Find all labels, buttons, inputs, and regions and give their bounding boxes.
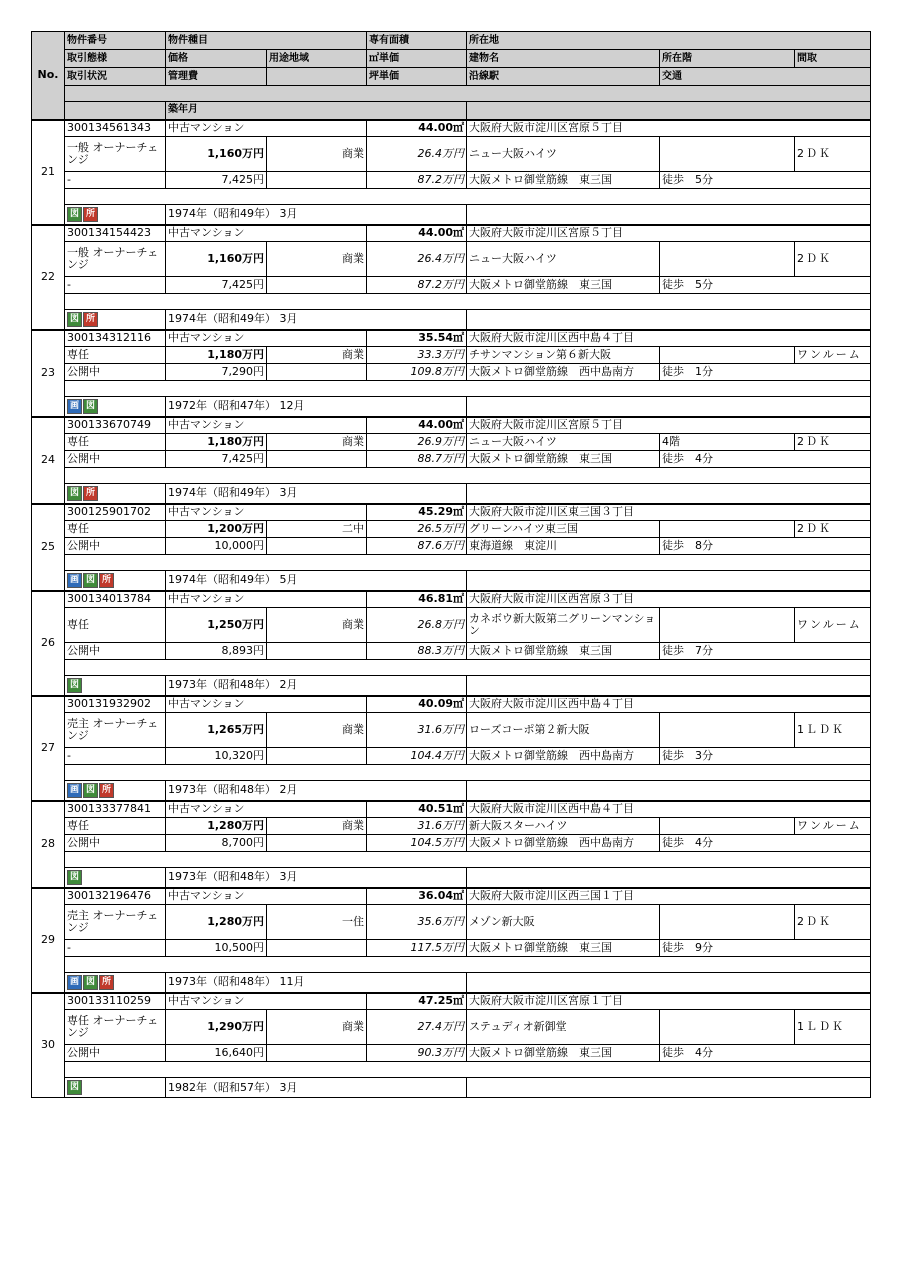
empty-cell: [267, 451, 367, 468]
blank-row: [65, 660, 871, 676]
built-date: 1972年（昭和47年） 12月: [166, 397, 467, 417]
attachment-icon[interactable]: 図: [67, 486, 82, 501]
walk-time: 徒歩 8分: [660, 538, 871, 555]
attachment-icon[interactable]: 画: [67, 399, 82, 414]
empty-cell: [267, 172, 367, 189]
zoning: 一住: [267, 905, 367, 940]
listing-number: 30: [32, 993, 65, 1098]
room-layout: 1ＬＤＫ: [795, 713, 871, 748]
property-type: 中古マンション: [166, 417, 367, 434]
empty-cell: [267, 748, 367, 765]
room-layout: 2ＤＫ: [795, 137, 871, 172]
floor-area: 36.04㎡: [367, 888, 467, 905]
property-type: 中古マンション: [166, 993, 367, 1010]
price-per-m2: 26.5万円: [367, 521, 467, 538]
transaction-mode: 専任 オーナーチェンジ: [65, 1010, 166, 1045]
floor-area: 45.29㎡: [367, 504, 467, 521]
built-date: 1973年（昭和48年） 11月: [166, 973, 467, 993]
walk-time: 徒歩 7分: [660, 643, 871, 660]
floor-area: 44.00㎡: [367, 417, 467, 434]
attachment-icon[interactable]: 画: [67, 783, 82, 798]
property-id[interactable]: 300133110259: [65, 993, 166, 1010]
attachment-icon[interactable]: 所: [83, 486, 98, 501]
empty-cell: [467, 397, 871, 417]
property-type: 中古マンション: [166, 330, 367, 347]
listing-number: 27: [32, 696, 65, 801]
zoning: 商業: [267, 242, 367, 277]
price: 1,180万円: [166, 347, 267, 364]
address: 大阪府大阪市淀川区宮原５丁目: [467, 417, 871, 434]
header-no: No.: [32, 32, 65, 120]
transaction-mode: 専任: [65, 521, 166, 538]
header-floor: 所在階: [660, 50, 795, 68]
walk-time: 徒歩 4分: [660, 1045, 871, 1062]
property-id[interactable]: 300134013784: [65, 591, 166, 608]
floor: [660, 608, 795, 643]
attachment-icons: [65, 676, 166, 696]
header-area: 専有面積: [367, 32, 467, 50]
address: 大阪府大阪市淀川区東三国３丁目: [467, 504, 871, 521]
header-address: 所在地: [467, 32, 871, 50]
train-line: 大阪メトロ御堂筋線 西中島南方: [467, 835, 660, 852]
blank-row: [65, 1062, 871, 1078]
attachment-icon[interactable]: 所: [83, 312, 98, 327]
attachment-icon[interactable]: 図: [83, 399, 98, 414]
price: 1,250万円: [166, 608, 267, 643]
floor: [660, 905, 795, 940]
empty-cell: [467, 973, 871, 993]
listing-status: 公開中: [65, 835, 166, 852]
empty-cell: [267, 940, 367, 957]
room-layout: ワンルーム: [795, 347, 871, 364]
train-line: 大阪メトロ御堂筋線 西中島南方: [467, 748, 660, 765]
price-per-m2: 26.4万円: [367, 242, 467, 277]
attachment-icons: [65, 1078, 166, 1098]
property-id[interactable]: 300133670749: [65, 417, 166, 434]
empty-cell: [267, 364, 367, 381]
blank-row: [65, 765, 871, 781]
listing-number: 21: [32, 120, 65, 225]
header-price: 価格: [166, 50, 267, 68]
train-line: 大阪メトロ御堂筋線 東三国: [467, 172, 660, 189]
price: 1,160万円: [166, 242, 267, 277]
address: 大阪府大阪市淀川区西三国１丁目: [467, 888, 871, 905]
transaction-mode: 一般 オーナーチェンジ: [65, 137, 166, 172]
walk-time: 徒歩 4分: [660, 451, 871, 468]
built-date: 1974年（昭和49年） 3月: [166, 205, 467, 225]
transaction-mode: 専任: [65, 347, 166, 364]
walk-time: 徒歩 1分: [660, 364, 871, 381]
floor-area: 44.00㎡: [367, 225, 467, 242]
listing-status: -: [65, 940, 166, 957]
train-line: 大阪メトロ御堂筋線 西中島南方: [467, 364, 660, 381]
table-header: [32, 32, 871, 120]
header-id: 物件番号: [65, 32, 166, 50]
address: 大阪府大阪市淀川区宮原５丁目: [467, 120, 871, 137]
attachment-icons: [65, 397, 166, 417]
listing-number: 25: [32, 504, 65, 591]
property-id[interactable]: 300134561343: [65, 120, 166, 137]
building-name: ステュディオ新御堂: [467, 1010, 660, 1045]
header-type: 物件種目: [166, 32, 367, 50]
attachment-icons: [65, 973, 166, 993]
blank-row: [65, 555, 871, 571]
walk-time: 徒歩 4分: [660, 835, 871, 852]
listing-number: 29: [32, 888, 65, 993]
train-line: 東海道線 東淀川: [467, 538, 660, 555]
attachment-icon[interactable]: 図: [83, 783, 98, 798]
management-fee: 16,640円: [166, 1045, 267, 1062]
listing-number: 24: [32, 417, 65, 504]
empty-cell: [467, 310, 871, 330]
price: 1,160万円: [166, 137, 267, 172]
empty-cell: [267, 643, 367, 660]
header-fee: 管理費: [166, 68, 267, 86]
listing-status: 公開中: [65, 364, 166, 381]
room-layout: 2ＤＫ: [795, 434, 871, 451]
floor: 4階: [660, 434, 795, 451]
zoning: 商業: [267, 713, 367, 748]
attachment-icons: [65, 868, 166, 888]
attachment-icons: [65, 571, 166, 591]
empty-cell: [467, 484, 871, 504]
building-name: カネボウ新大阪第二グリーンマンション: [467, 608, 660, 643]
transaction-mode: 専任: [65, 608, 166, 643]
price-per-tsubo: 87.6万円: [367, 538, 467, 555]
price-per-m2: 31.6万円: [367, 713, 467, 748]
attachment-icon[interactable]: 所: [83, 207, 98, 222]
property-listing-table: [31, 31, 871, 1098]
listing-status: -: [65, 172, 166, 189]
walk-time: 徒歩 5分: [660, 172, 871, 189]
transaction-mode: 売主 オーナーチェンジ: [65, 905, 166, 940]
empty-cell: [267, 538, 367, 555]
address: 大阪府大阪市淀川区宮原１丁目: [467, 993, 871, 1010]
price-per-tsubo: 87.2万円: [367, 277, 467, 294]
built-date: 1974年（昭和49年） 5月: [166, 571, 467, 591]
zoning: 商業: [267, 347, 367, 364]
property-id[interactable]: 300133377841: [65, 801, 166, 818]
price: 1,280万円: [166, 818, 267, 835]
empty-cell: [467, 1078, 871, 1098]
header-zone: 用途地域: [267, 50, 367, 68]
header-unit-tsubo: 坪単価: [367, 68, 467, 86]
attachment-icon[interactable]: 画: [67, 975, 82, 990]
built-date: 1974年（昭和49年） 3月: [166, 484, 467, 504]
floor-area: 47.25㎡: [367, 993, 467, 1010]
zoning: 商業: [267, 1010, 367, 1045]
property-id[interactable]: 300125901702: [65, 504, 166, 521]
floor-area: 40.51㎡: [367, 801, 467, 818]
train-line: 大阪メトロ御堂筋線 東三国: [467, 940, 660, 957]
price-per-tsubo: 90.3万円: [367, 1045, 467, 1062]
listing-number: 26: [32, 591, 65, 696]
room-layout: 2ＤＫ: [795, 242, 871, 277]
property-type: 中古マンション: [166, 225, 367, 242]
property-type: 中古マンション: [166, 591, 367, 608]
management-fee: 8,700円: [166, 835, 267, 852]
property-id[interactable]: 300131932902: [65, 696, 166, 713]
property-type: 中古マンション: [166, 120, 367, 137]
blank-row: [65, 294, 871, 310]
listing-status: 公開中: [65, 1045, 166, 1062]
building-name: ニュー大阪ハイツ: [467, 434, 660, 451]
building-name: グリーンハイツ東三国: [467, 521, 660, 538]
price-per-tsubo: 88.7万円: [367, 451, 467, 468]
blank-row: [65, 189, 871, 205]
header-access: 交通: [660, 68, 871, 86]
price: 1,200万円: [166, 521, 267, 538]
price-per-m2: 33.3万円: [367, 347, 467, 364]
property-type: 中古マンション: [166, 801, 367, 818]
blank-row: [65, 468, 871, 484]
listing-status: -: [65, 748, 166, 765]
room-layout: 1ＬＤＫ: [795, 1010, 871, 1045]
zoning: 商業: [267, 434, 367, 451]
blank-row: [65, 852, 871, 868]
transaction-mode: 専任: [65, 434, 166, 451]
header-blank: [267, 68, 367, 86]
address: 大阪府大阪市淀川区西中島４丁目: [467, 696, 871, 713]
train-line: 大阪メトロ御堂筋線 東三国: [467, 1045, 660, 1062]
floor-area: 35.54㎡: [367, 330, 467, 347]
empty-cell: [267, 835, 367, 852]
floor-area: 46.81㎡: [367, 591, 467, 608]
management-fee: 7,425円: [166, 172, 267, 189]
attachment-icons: [65, 484, 166, 504]
attachment-icon[interactable]: 図: [67, 678, 82, 693]
price-per-m2: 26.8万円: [367, 608, 467, 643]
empty-cell: [267, 1045, 367, 1062]
building-name: ニュー大阪ハイツ: [467, 242, 660, 277]
listing-number: 23: [32, 330, 65, 417]
floor: [660, 1010, 795, 1045]
transaction-mode: 専任: [65, 818, 166, 835]
listing-status: -: [65, 277, 166, 294]
header-line: 沿線駅: [467, 68, 660, 86]
floor: [660, 347, 795, 364]
building-name: ローズコーポ第２新大阪: [467, 713, 660, 748]
built-date: 1973年（昭和48年） 3月: [166, 868, 467, 888]
transaction-mode: 売主 オーナーチェンジ: [65, 713, 166, 748]
management-fee: 7,425円: [166, 451, 267, 468]
attachment-icon[interactable]: 所: [99, 783, 114, 798]
listing-number: 28: [32, 801, 65, 888]
floor: [660, 137, 795, 172]
zoning: 商業: [267, 608, 367, 643]
property-type: 中古マンション: [166, 888, 367, 905]
header-unit-m2: ㎡単価: [367, 50, 467, 68]
built-date: 1973年（昭和48年） 2月: [166, 676, 467, 696]
price-per-tsubo: 87.2万円: [367, 172, 467, 189]
header-blank: [65, 102, 166, 120]
property-type: 中古マンション: [166, 696, 367, 713]
train-line: 大阪メトロ御堂筋線 東三国: [467, 643, 660, 660]
property-id[interactable]: 300134154423: [65, 225, 166, 242]
address: 大阪府大阪市淀川区西中島４丁目: [467, 330, 871, 347]
header-built: 築年月: [166, 102, 467, 120]
train-line: 大阪メトロ御堂筋線 東三国: [467, 277, 660, 294]
empty-cell: [467, 676, 871, 696]
building-name: チサンマンション第６新大阪: [467, 347, 660, 364]
management-fee: 7,425円: [166, 277, 267, 294]
attachment-icon[interactable]: 所: [99, 975, 114, 990]
property-id[interactable]: 300132196476: [65, 888, 166, 905]
attachment-icon[interactable]: 図: [67, 207, 82, 222]
room-layout: 2ＤＫ: [795, 905, 871, 940]
header-building: 建物名: [467, 50, 660, 68]
floor: [660, 242, 795, 277]
empty-cell: [267, 277, 367, 294]
table-body: [32, 120, 871, 1098]
attachment-icon[interactable]: 図: [83, 975, 98, 990]
listing-status: 公開中: [65, 643, 166, 660]
management-fee: 10,320円: [166, 748, 267, 765]
building-name: メゾン新大阪: [467, 905, 660, 940]
price-per-m2: 26.4万円: [367, 137, 467, 172]
transaction-mode: 一般 オーナーチェンジ: [65, 242, 166, 277]
price-per-tsubo: 117.5万円: [367, 940, 467, 957]
zoning: 商業: [267, 137, 367, 172]
room-layout: ワンルーム: [795, 608, 871, 643]
attachment-icons: [65, 310, 166, 330]
attachment-icon[interactable]: 図: [83, 573, 98, 588]
attachment-icon[interactable]: 所: [99, 573, 114, 588]
price: 1,180万円: [166, 434, 267, 451]
walk-time: 徒歩 5分: [660, 277, 871, 294]
floor: [660, 521, 795, 538]
price-per-m2: 27.4万円: [367, 1010, 467, 1045]
attachment-icon[interactable]: 図: [67, 870, 82, 885]
blank-row: [65, 957, 871, 973]
price-per-tsubo: 104.4万円: [367, 748, 467, 765]
header-status: 取引状況: [65, 68, 166, 86]
walk-time: 徒歩 3分: [660, 748, 871, 765]
empty-cell: [467, 868, 871, 888]
building-name: ニュー大阪ハイツ: [467, 137, 660, 172]
price-per-m2: 31.6万円: [367, 818, 467, 835]
management-fee: 7,290円: [166, 364, 267, 381]
price-per-m2: 35.6万円: [367, 905, 467, 940]
price: 1,280万円: [166, 905, 267, 940]
price-per-tsubo: 104.5万円: [367, 835, 467, 852]
built-date: 1974年（昭和49年） 3月: [166, 310, 467, 330]
empty-cell: [467, 781, 871, 801]
address: 大阪府大阪市淀川区西宮原３丁目: [467, 591, 871, 608]
price-per-tsubo: 88.3万円: [367, 643, 467, 660]
management-fee: 10,000円: [166, 538, 267, 555]
header-blank: [467, 102, 871, 120]
listing-number: 22: [32, 225, 65, 330]
floor: [660, 713, 795, 748]
blank-row: [65, 381, 871, 397]
address: 大阪府大阪市淀川区西中島４丁目: [467, 801, 871, 818]
zoning: 二中: [267, 521, 367, 538]
room-layout: ワンルーム: [795, 818, 871, 835]
listing-status: 公開中: [65, 451, 166, 468]
address: 大阪府大阪市淀川区宮原５丁目: [467, 225, 871, 242]
price-per-tsubo: 109.8万円: [367, 364, 467, 381]
attachment-icons: [65, 781, 166, 801]
floor-area: 44.00㎡: [367, 120, 467, 137]
management-fee: 8,893円: [166, 643, 267, 660]
management-fee: 10,500円: [166, 940, 267, 957]
floor: [660, 818, 795, 835]
header-mode: 取引態様: [65, 50, 166, 68]
built-date: 1982年（昭和57年） 3月: [166, 1078, 467, 1098]
header-blank-row: [65, 86, 871, 102]
property-type: 中古マンション: [166, 504, 367, 521]
attachment-icon[interactable]: 図: [67, 312, 82, 327]
building-name: 新大阪スターハイツ: [467, 818, 660, 835]
empty-cell: [467, 571, 871, 591]
walk-time: 徒歩 9分: [660, 940, 871, 957]
header-layout: 間取: [795, 50, 871, 68]
attachment-icons: [65, 205, 166, 225]
price: 1,290万円: [166, 1010, 267, 1045]
price: 1,265万円: [166, 713, 267, 748]
attachment-icon[interactable]: 画: [67, 573, 82, 588]
empty-cell: [467, 205, 871, 225]
room-layout: 2ＤＫ: [795, 521, 871, 538]
built-date: 1973年（昭和48年） 2月: [166, 781, 467, 801]
property-id[interactable]: 300134312116: [65, 330, 166, 347]
attachment-icon[interactable]: 図: [67, 1080, 82, 1095]
zoning: 商業: [267, 818, 367, 835]
listing-status: 公開中: [65, 538, 166, 555]
train-line: 大阪メトロ御堂筋線 東三国: [467, 451, 660, 468]
floor-area: 40.09㎡: [367, 696, 467, 713]
price-per-m2: 26.9万円: [367, 434, 467, 451]
